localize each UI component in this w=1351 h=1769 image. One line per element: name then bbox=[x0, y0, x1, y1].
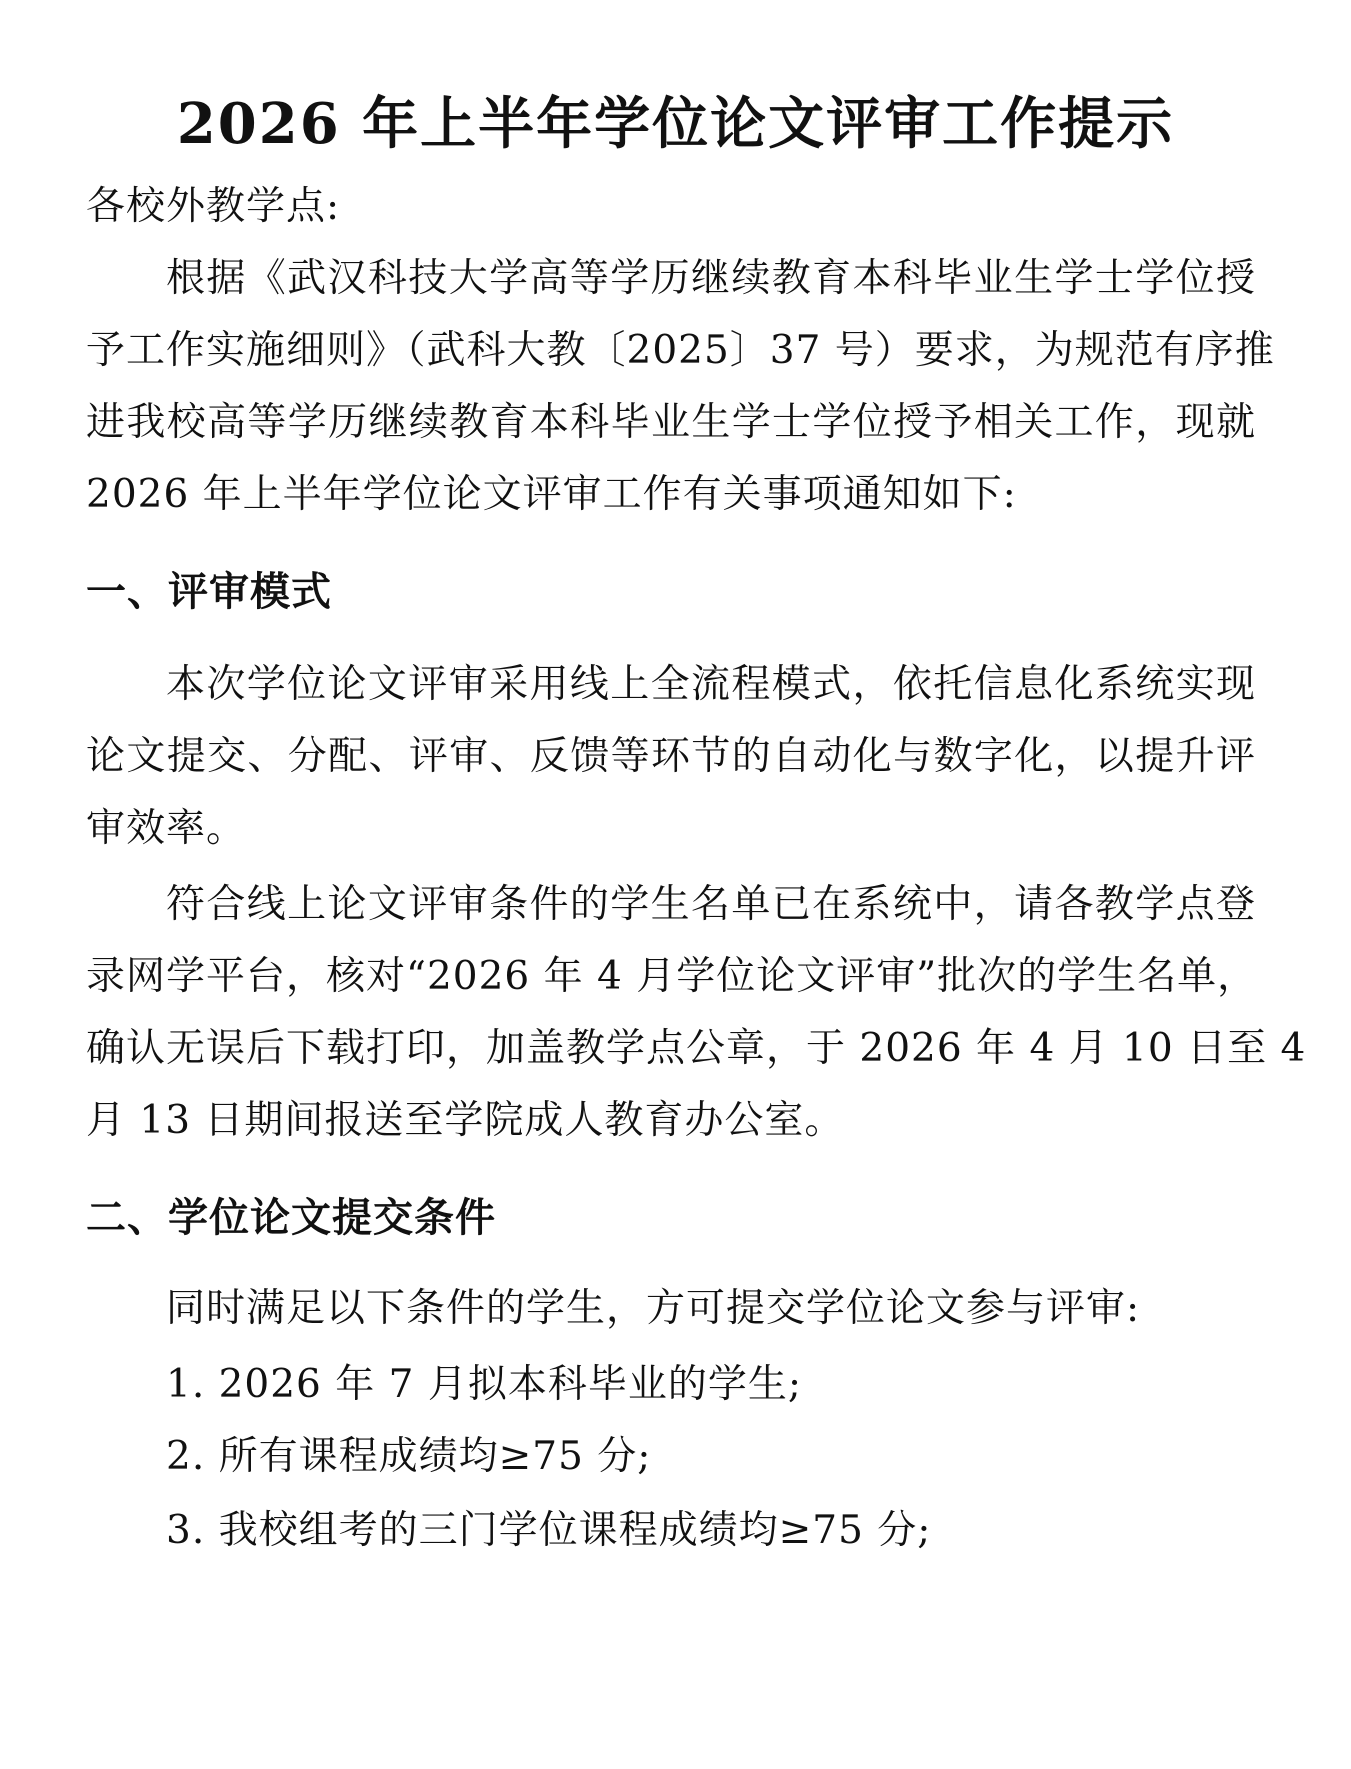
student-list-line-3: 确认无误后下载打印，加盖教学点公章，于 2026 年 4 月 10 日至 4 bbox=[86, 1026, 1307, 1071]
condition-item-3: 3. 我校组考的三门学位课程成绩均≥75 分; bbox=[166, 1508, 932, 1553]
condition-item-2: 2. 所有课程成绩均≥75 分; bbox=[166, 1434, 652, 1479]
review-mode-line-1: 本次学位论文评审采用线上全流程模式，依托信息化系统实现 bbox=[166, 662, 1256, 707]
intro-line-3: 进我校高等学历继续教育本科毕业生学士学位授予相关工作，现就 bbox=[86, 400, 1256, 445]
review-mode-line-2: 论文提交、分配、评审、反馈等环节的自动化与数字化，以提升评 bbox=[86, 734, 1256, 779]
document-title: 2026 年上半年学位论文评审工作提示 bbox=[176, 91, 1175, 157]
student-list-line-2: 录网学平台，核对“2026 年 4 月学位论文评审”批次的学生名单， bbox=[86, 954, 1258, 999]
intro-line-4: 2026 年上半年学位论文评审工作有关事项通知如下: bbox=[86, 472, 1017, 517]
section-heading-review-mode: 一、评审模式 bbox=[86, 569, 332, 615]
conditions-lead: 同时满足以下条件的学生，方可提交学位论文参与评审: bbox=[166, 1286, 1141, 1331]
review-mode-line-3: 审效率。 bbox=[86, 806, 247, 851]
student-list-line-4: 月 13 日期间报送至学院成人教育办公室。 bbox=[86, 1098, 845, 1143]
section-heading-submission-conditions: 二、学位论文提交条件 bbox=[86, 1195, 496, 1241]
student-list-line-1: 符合线上论文评审条件的学生名单已在系统中，请各教学点登 bbox=[166, 882, 1256, 927]
condition-item-1: 1. 2026 年 7 月拟本科毕业的学生; bbox=[166, 1362, 803, 1407]
intro-line-1: 根据《武汉科技大学高等学历继续教育本科毕业生学士学位授 bbox=[166, 256, 1256, 301]
intro-line-2: 予工作实施细则》（武科大教〔2025〕37 号）要求，为规范有序推 bbox=[86, 328, 1275, 373]
salutation: 各校外教学点: bbox=[86, 184, 341, 229]
